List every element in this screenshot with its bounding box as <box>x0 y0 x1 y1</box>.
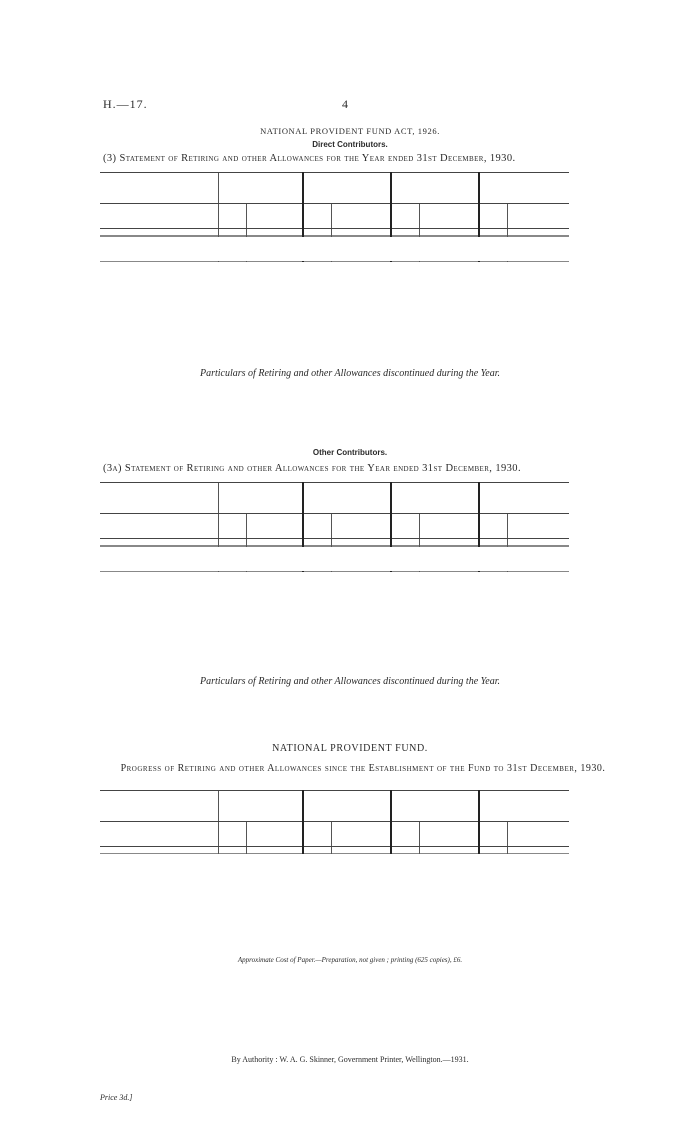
table-cell <box>232 262 246 263</box>
page-number: 4 <box>342 97 348 111</box>
annual-amount-header <box>507 514 569 539</box>
column-group-header <box>303 483 391 514</box>
table-cell <box>479 854 495 855</box>
number-header <box>391 514 419 539</box>
table-cell <box>218 854 232 855</box>
fund-title: NATIONAL PROVIDENT FUND. <box>272 743 428 754</box>
column-group-header <box>479 791 569 822</box>
table-cell <box>391 854 407 855</box>
table-cell <box>303 572 319 573</box>
table-cell <box>407 262 419 263</box>
table-cell <box>469 854 479 855</box>
table-cell <box>303 262 319 263</box>
header-blank <box>100 514 218 539</box>
table-cell <box>559 854 569 855</box>
annual-amount-header <box>331 822 391 847</box>
table-cell <box>455 262 469 263</box>
table-row <box>100 262 569 263</box>
number-header <box>391 822 419 847</box>
row-label <box>100 854 218 855</box>
table-cell <box>218 262 232 263</box>
table-cell <box>545 262 559 263</box>
table-cell <box>559 262 569 263</box>
statement-3a-title: (3a) Statement of Retiring and other Allowances for the Year ended 31st December, 1930. <box>103 463 521 474</box>
annual-amount-header <box>507 204 569 229</box>
number-header <box>218 514 246 539</box>
number-header <box>303 204 331 229</box>
number-header <box>218 822 246 847</box>
number-header <box>218 204 246 229</box>
cost-note: Approximate Cost of Paper.—Preparation, not given ; printing (625 copies), £6. <box>237 956 463 964</box>
table-cell <box>419 572 455 573</box>
header-blank <box>100 822 218 847</box>
table-cell <box>381 262 391 263</box>
table-cell <box>419 854 455 855</box>
table-cell <box>319 572 331 573</box>
table-cell <box>280 572 293 573</box>
table-cell <box>232 854 246 855</box>
table-cell <box>407 572 419 573</box>
table-cell <box>319 262 331 263</box>
page-header-ref: H.—17. <box>103 97 148 111</box>
number-header <box>479 822 507 847</box>
annual-amount-header <box>331 514 391 539</box>
table-cell <box>280 854 293 855</box>
column-group-header <box>303 791 391 822</box>
column-group-header <box>479 173 569 204</box>
annual-amount-header <box>246 822 303 847</box>
header-blank <box>100 791 218 822</box>
annual-amount-header <box>246 514 303 539</box>
statement-3-title: (3) Statement of Retiring and other Allowances for the Year ended 31st December, 1930. <box>103 153 516 164</box>
header-blank <box>100 483 218 514</box>
annual-amount-header <box>419 822 479 847</box>
table-cell <box>495 854 507 855</box>
table-cell <box>246 262 280 263</box>
particulars-heading-2: Particulars of Retiring and other Allowances discontinued during the Year. <box>200 676 500 687</box>
table-cell <box>455 572 469 573</box>
table-cell <box>232 572 246 573</box>
table-cell <box>419 262 455 263</box>
table-cell <box>367 262 381 263</box>
table-cell <box>469 572 479 573</box>
table-other-contributors <box>100 482 569 572</box>
table-cell <box>391 572 407 573</box>
table-cell <box>246 854 280 855</box>
table-cell <box>455 854 469 855</box>
table-cell <box>559 572 569 573</box>
table-cell <box>381 572 391 573</box>
progress-title: Progress of Retiring and other Allowances since the Establishment of the Fund to 31st December, 1930. <box>120 763 606 774</box>
table-direct-contributors <box>100 172 569 262</box>
table-cell <box>367 854 381 855</box>
column-group-header <box>218 791 303 822</box>
table-cell <box>507 572 545 573</box>
header-blank <box>100 204 218 229</box>
annual-amount-header <box>419 204 479 229</box>
annual-amount-header <box>246 204 303 229</box>
column-group-header <box>391 173 479 204</box>
table-cell <box>246 572 280 573</box>
column-group-header <box>391 791 479 822</box>
annual-amount-header <box>419 514 479 539</box>
authority-line: By Authority : W. A. G. Skinner, Government Printer, Wellington.—1931. <box>231 1055 469 1064</box>
number-header <box>391 204 419 229</box>
table-cell <box>367 572 381 573</box>
particulars-heading-1: Particulars of Retiring and other Allowances discontinued during the Year. <box>200 368 500 379</box>
table-cell <box>293 854 303 855</box>
annual-amount-header <box>331 204 391 229</box>
number-header <box>479 514 507 539</box>
table-cell <box>507 854 545 855</box>
table-cell <box>469 262 479 263</box>
table-cell <box>381 854 391 855</box>
number-header <box>479 204 507 229</box>
table-cell <box>331 854 367 855</box>
particulars-spacer <box>100 237 569 261</box>
table-cell <box>407 854 419 855</box>
row-label <box>100 572 218 573</box>
act-title: NATIONAL PROVIDENT FUND ACT, 1926. <box>260 126 440 136</box>
direct-contributors-heading: Direct Contributors. <box>312 140 388 149</box>
other-contributors-heading: Other Contributors. <box>312 448 388 457</box>
column-group-header <box>479 483 569 514</box>
table-cell <box>218 572 232 573</box>
table-cell <box>303 854 319 855</box>
column-group-header <box>218 173 303 204</box>
price-note: Price 3d.] <box>100 1093 133 1102</box>
table-cell <box>293 262 303 263</box>
table-cell <box>391 262 407 263</box>
table-cell <box>507 262 545 263</box>
table-cell <box>331 262 367 263</box>
table-cell <box>479 572 495 573</box>
table-cell <box>495 262 507 263</box>
table-cell <box>293 572 303 573</box>
table-cell <box>545 572 559 573</box>
table-cell <box>545 854 559 855</box>
column-group-header <box>391 483 479 514</box>
number-header <box>303 514 331 539</box>
table-cell <box>495 572 507 573</box>
column-group-header <box>218 483 303 514</box>
header-blank <box>100 173 218 204</box>
annual-amount-header <box>507 822 569 847</box>
table-cell <box>319 854 331 855</box>
table-cell <box>280 262 293 263</box>
table-cell <box>479 262 495 263</box>
particulars-spacer <box>100 547 569 571</box>
table-row <box>100 572 569 573</box>
table-progress <box>100 790 569 854</box>
column-group-header <box>303 173 391 204</box>
table-cell <box>331 572 367 573</box>
number-header <box>303 822 331 847</box>
table-row <box>100 854 569 855</box>
row-label <box>100 262 218 263</box>
